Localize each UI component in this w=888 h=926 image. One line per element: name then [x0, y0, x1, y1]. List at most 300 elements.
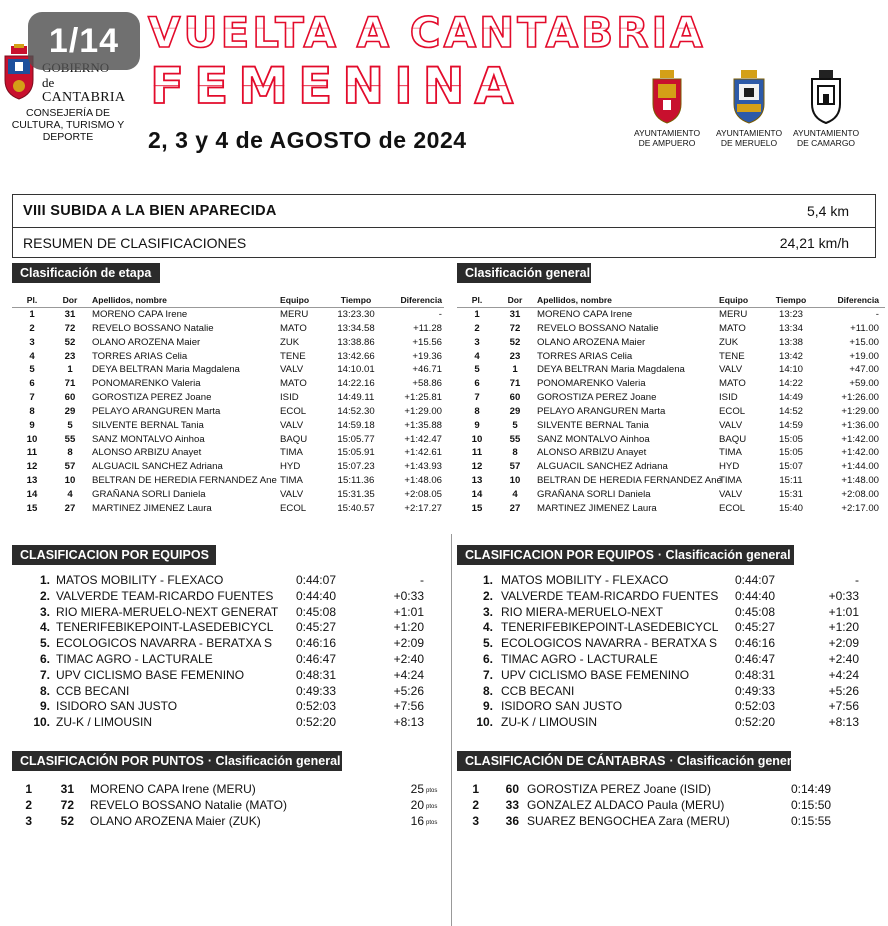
team-pos: 4. — [39, 620, 50, 635]
team-gap: +5:26 — [393, 683, 424, 698]
cell-diff: +1:48.06 — [404, 475, 442, 487]
team-gap: +8:13 — [393, 715, 424, 730]
cell-team: ISID — [280, 392, 299, 404]
cell-dor: 27 — [509, 502, 521, 514]
cell-name: OLANO AROZENA Maier — [537, 336, 646, 348]
team-pos: 10. — [33, 715, 50, 730]
team-time: 0:44:07 — [295, 573, 336, 587]
column-divider — [451, 534, 452, 926]
team-time: 0:45:08 — [734, 604, 775, 619]
cell-time: 15:31.35 — [337, 488, 375, 500]
cell-pl: 3 — [474, 336, 480, 348]
race-distance: 5,4 km — [806, 203, 849, 219]
cell-diff: +58.86 — [412, 378, 442, 390]
cell-team: TIMA — [719, 475, 742, 487]
team-time: 0:44:07 — [734, 573, 775, 587]
cell-name: PONOMARENKO Valeria — [92, 378, 201, 390]
cell-time: 14:59 — [778, 419, 803, 431]
cell-time: 15:07.23 — [337, 461, 375, 473]
cell-team: MATO — [719, 378, 746, 390]
cell-team: VALV — [280, 364, 304, 376]
team-gap: - — [855, 573, 859, 587]
cell-time: 15:11.36 — [337, 475, 375, 487]
column-header-team: Equipo — [719, 295, 749, 305]
team-name: ZU-K / LIMOUSIN — [501, 715, 598, 730]
cell-name: ALONSO ARBIZU Anayet — [537, 447, 647, 459]
team-time: 0:49:33 — [734, 683, 775, 698]
team-name: TIMAC AGRO - LACTURALE — [56, 651, 213, 666]
cell-time: 13:42.66 — [337, 350, 375, 362]
teams-general-title: CLASIFICACION POR EQUIPOS — [465, 548, 654, 562]
team-name: ECOLOGICOS NAVARRA - BERATXA S — [56, 636, 273, 651]
points-value: 25 — [410, 782, 424, 796]
cantabras-header — [457, 751, 803, 771]
cell-dor: 5 — [512, 419, 518, 431]
cell-name: SILVENTE BERNAL Tania — [92, 419, 204, 431]
cell-team: VALV — [280, 419, 304, 431]
cell-team: MERU — [719, 309, 748, 320]
list-item — [457, 699, 887, 715]
cell-team: MATO — [280, 322, 307, 334]
table-row — [457, 460, 885, 474]
column-header-name: Apellidos, nombre — [537, 295, 612, 305]
list-item — [12, 668, 442, 684]
cell-diff: +1:29.00 — [841, 405, 879, 417]
cell-team: MATO — [280, 378, 307, 390]
team-pos: 1. — [482, 573, 493, 587]
cell-team: TIMA — [719, 447, 742, 459]
team-time: 0:44:40 — [734, 588, 775, 603]
table-row — [457, 322, 885, 336]
cell-name: TORRES ARIAS Celia — [92, 350, 188, 362]
cell-team: VALV — [719, 364, 743, 376]
cell-name: TORRES ARIAS Celia — [537, 350, 633, 362]
cantabras-name: SUAREZ BENGOCHEA Zara (MERU) — [527, 814, 730, 829]
table-row — [457, 405, 885, 419]
table-row — [12, 322, 444, 336]
cell-pl: 5 — [29, 364, 35, 376]
cantabras-title: CLASIFICACIÓN DE CÁNTABRAS — [465, 754, 666, 768]
cell-pl: 15 — [26, 502, 38, 514]
points-dor: 52 — [60, 814, 74, 829]
team-name: TIMAC AGRO - LACTURALE — [501, 651, 658, 666]
cell-time: 14:49.11 — [337, 392, 375, 404]
cell-time: 15:11 — [779, 475, 803, 487]
table-row — [457, 446, 885, 460]
ayuntamiento-ampuero — [626, 70, 708, 148]
page-counter-badge: 1/14 — [28, 12, 140, 70]
table-row — [12, 502, 444, 516]
cell-team: TIMA — [280, 475, 303, 487]
cell-diff: - — [875, 309, 879, 320]
cell-dor: 55 — [64, 433, 76, 445]
table-row — [12, 474, 444, 488]
team-pos: 6. — [39, 651, 50, 666]
ayuntamiento-meruelo — [708, 70, 790, 148]
cell-dor: 1 — [512, 364, 518, 376]
cell-name: DEYA BELTRAN Maria Magdalena — [537, 364, 685, 376]
cell-name: BELTRAN DE HEREDIA FERNANDEZ Ane — [537, 475, 722, 487]
cell-team: ZUK — [719, 336, 739, 348]
team-pos: 7. — [482, 667, 493, 682]
cell-time: 15:05 — [778, 447, 803, 459]
cell-diff: +11.00 — [850, 322, 879, 334]
team-name: VALVERDE TEAM-RICARDO FUENTES — [56, 588, 274, 603]
cantabras-dor: 60 — [505, 782, 519, 796]
cell-name: GRAÑANA SORLI Daniela — [537, 488, 651, 500]
cell-team: TENE — [280, 350, 306, 362]
event-dates: 2, 3 y 4 de AGOSTO de 2024 — [148, 127, 467, 153]
cell-time: 13:34 — [778, 322, 803, 334]
average-speed: 24,21 km/h — [779, 234, 849, 251]
list-item — [457, 589, 887, 605]
cell-pl: 4 — [29, 350, 35, 362]
column-header-dor: Dor — [62, 295, 78, 305]
ampuero-coat-of-arms-icon — [651, 70, 683, 124]
cell-team: BAQU — [280, 433, 308, 445]
cell-pl: 8 — [474, 405, 480, 417]
team-time: 0:52:20 — [734, 715, 775, 730]
cell-team: TENE — [719, 350, 745, 362]
cell-pl: 6 — [474, 378, 480, 390]
cell-name: REVELO BOSSANO Natalie — [92, 322, 214, 334]
team-time: 0:46:16 — [734, 636, 775, 651]
table-row — [457, 502, 885, 516]
cell-pl: 11 — [26, 447, 38, 459]
race-title-box — [12, 194, 876, 228]
team-pos: 7. — [39, 667, 50, 682]
cell-time: 14:22.16 — [337, 378, 375, 390]
team-name: ZU-K / LIMOUSIN — [56, 715, 153, 730]
cell-team: ECOL — [280, 502, 307, 514]
race-name: VIII SUBIDA A LA BIEN APARECIDA — [23, 203, 277, 219]
points-header — [12, 751, 342, 771]
cell-team: ECOL — [719, 405, 746, 417]
list-item — [20, 813, 440, 829]
cell-pl: 7 — [474, 392, 480, 404]
cell-diff: +2:08.05 — [404, 488, 442, 500]
cell-diff: +59.00 — [849, 378, 879, 390]
team-time: 0:49:33 — [295, 683, 336, 698]
cell-diff: +1:42.00 — [841, 433, 879, 445]
table-row — [12, 488, 444, 502]
cell-time: 15:05.77 — [337, 433, 375, 445]
stage-classification-table — [12, 292, 444, 516]
team-time: 0:45:27 — [734, 620, 775, 635]
list-item — [465, 797, 865, 813]
cell-name: SANZ MONTALVO Ainhoa — [92, 433, 205, 445]
points-unit: ptos — [426, 788, 438, 794]
cell-team: BAQU — [719, 433, 747, 445]
cantabras-time: 0:14:49 — [791, 782, 832, 796]
cell-diff: +1:42.61 — [404, 447, 442, 459]
team-pos: 8. — [39, 683, 50, 698]
points-dor: 72 — [60, 798, 74, 813]
team-time: 0:52:03 — [295, 699, 336, 714]
cantabras-subtitle: · Clasificación general — [669, 754, 803, 768]
list-item — [12, 589, 442, 605]
cell-dor: 52 — [64, 336, 76, 348]
cell-dor: 60 — [509, 392, 521, 404]
list-item — [12, 636, 442, 652]
table-row — [457, 419, 885, 433]
cell-pl: 1 — [29, 309, 35, 320]
list-item — [457, 620, 887, 636]
cell-dor: 71 — [64, 378, 76, 390]
team-pos: 3. — [482, 604, 493, 619]
team-gap: +2:09 — [828, 636, 859, 651]
team-gap: +1:01 — [393, 604, 424, 619]
teams-general-list — [457, 573, 887, 731]
cell-dor: 10 — [64, 475, 76, 487]
cell-time: 15:40.57 — [337, 502, 375, 514]
cantabras-name: GOROSTIZA PEREZ Joane (ISID) — [527, 782, 712, 796]
list-item — [457, 605, 887, 621]
points-unit: ptos — [426, 804, 438, 811]
table-row — [457, 336, 885, 350]
team-gap: +4:24 — [393, 667, 424, 682]
table-row — [12, 446, 444, 460]
table-row — [12, 433, 444, 447]
cell-name: GOROSTIZA PEREZ Joane — [92, 392, 212, 404]
list-item — [12, 620, 442, 636]
cell-pl: 2 — [29, 322, 35, 334]
teams-stage-title: CLASIFICACION POR EQUIPOS — [20, 548, 209, 562]
cell-diff: +1:44.00 — [841, 461, 879, 473]
cell-name: GOROSTIZA PEREZ Joane — [537, 392, 657, 404]
cell-team: VALV — [719, 488, 743, 500]
cell-name: MORENO CAPA Irene — [537, 309, 633, 320]
column-header-diff: Diferencia — [400, 295, 442, 305]
cell-time: 14:52.30 — [337, 405, 375, 417]
cantabras-pos: 1 — [472, 782, 479, 796]
team-pos: 1. — [39, 573, 50, 587]
cell-diff: +19.00 — [849, 350, 879, 362]
list-item — [457, 652, 887, 668]
cell-time: 13:38 — [778, 336, 803, 348]
list-item — [457, 668, 887, 684]
table-row — [457, 391, 885, 405]
cell-dor: 57 — [64, 461, 76, 473]
table-row — [457, 350, 885, 364]
cell-dor: 23 — [64, 350, 76, 362]
cantabras-time: 0:15:50 — [791, 798, 832, 813]
consejeria-label: CONSEJERÍA DE CULTURA, TURISMO Y DEPORTE — [11, 107, 125, 143]
cell-time: 13:23 — [778, 309, 803, 320]
table-row — [12, 377, 444, 391]
gobierno-line3: CANTABRIA — [42, 90, 126, 105]
meruelo-coat-of-arms-icon — [731, 70, 767, 124]
column-header-diff: Diferencia — [837, 295, 879, 305]
column-header-pl: Pl. — [26, 295, 38, 305]
table-row — [12, 350, 444, 364]
cell-dor: 8 — [512, 447, 518, 459]
teams-general-subtitle: · Clasificación general — [657, 548, 791, 562]
column-header-time: Tiempo — [775, 295, 807, 305]
table-row — [12, 419, 444, 433]
cell-team: ZUK — [280, 336, 300, 348]
cell-dor: 8 — [67, 447, 73, 459]
cell-name: MARTINEZ JIMENEZ Laura — [537, 502, 657, 514]
list-item — [465, 813, 865, 829]
team-name: RIO MIERA-MERUELO-NEXT GENERAT — [56, 604, 279, 619]
ampuero-line2: DE AMPUERO — [638, 138, 696, 148]
team-gap: +1:01 — [828, 604, 859, 619]
cell-pl: 14 — [26, 488, 38, 500]
team-name: MATOS MOBILITY - FLEXACO — [56, 573, 224, 587]
team-time: 0:46:47 — [295, 651, 336, 666]
team-time: 0:44:40 — [295, 588, 336, 603]
cantabras-list — [465, 781, 865, 830]
cell-time: 14:59.18 — [337, 419, 375, 431]
table-row — [12, 391, 444, 405]
cell-dor: 72 — [64, 322, 76, 334]
cell-time: 13:23.30 — [337, 309, 375, 320]
cell-diff: +1:42.47 — [404, 433, 442, 445]
cell-team: ECOL — [719, 502, 746, 514]
cell-diff: +15.00 — [849, 336, 879, 348]
summary-box — [12, 228, 876, 258]
cell-name: PONOMARENKO Valeria — [537, 378, 646, 390]
list-item — [12, 573, 442, 589]
cantabras-time: 0:15:55 — [791, 814, 832, 829]
cell-time: 14:49 — [778, 392, 803, 404]
table-row — [12, 308, 444, 322]
team-name: VALVERDE TEAM-RICARDO FUENTES — [501, 588, 719, 603]
general-classification-table — [457, 292, 885, 516]
team-gap: +7:56 — [393, 699, 424, 714]
team-time: 0:46:16 — [295, 636, 336, 651]
cell-team: ISID — [719, 392, 738, 404]
team-time: 0:45:08 — [295, 604, 336, 619]
team-gap: +2:40 — [393, 651, 424, 666]
cell-name: ALGUACIL SANCHEZ Adriana — [537, 461, 668, 473]
cell-diff: +1:35.88 — [404, 419, 442, 431]
cell-dor: 1 — [67, 364, 73, 376]
cell-diff: +1:42.00 — [841, 447, 879, 459]
camargo-line1: AYUNTAMIENTO — [792, 128, 860, 138]
cantabras-pos: 3 — [472, 814, 479, 829]
cell-name: ALONSO ARBIZU Anayet — [92, 447, 202, 459]
stage-classification-header — [12, 263, 160, 283]
cell-pl: 14 — [471, 488, 483, 500]
list-item — [457, 715, 887, 731]
cell-name: PELAYO ARANGUREN Marta — [537, 405, 666, 417]
list-item — [12, 652, 442, 668]
cell-diff: +11.28 — [413, 322, 442, 334]
cell-dor: 23 — [509, 350, 521, 362]
table-row — [457, 377, 885, 391]
team-name: RIO MIERA-MERUELO-NEXT — [501, 604, 664, 619]
team-gap: - — [420, 573, 424, 587]
points-pos: 2 — [25, 798, 32, 813]
cell-pl: 9 — [474, 419, 480, 431]
cell-name: PELAYO ARANGUREN Marta — [92, 405, 221, 417]
list-item — [457, 684, 887, 700]
cell-time: 15:05 — [778, 433, 803, 445]
cell-name: MORENO CAPA Irene — [92, 309, 188, 320]
team-gap: +0:33 — [828, 588, 859, 603]
ayuntamiento-camargo — [785, 70, 867, 148]
cantabras-dor: 36 — [505, 814, 519, 829]
cell-team: ECOL — [280, 405, 307, 417]
points-value: 20 — [410, 798, 424, 813]
cell-team: HYD — [719, 461, 740, 473]
list-item — [12, 605, 442, 621]
cell-time: 14:22 — [778, 378, 803, 390]
points-dor: 31 — [60, 782, 74, 796]
column-header-time: Tiempo — [340, 295, 372, 305]
cell-name: SILVENTE BERNAL Tania — [537, 419, 649, 431]
cell-diff: +19.36 — [412, 350, 442, 362]
team-time: 0:52:20 — [295, 715, 336, 730]
cell-team: TIMA — [280, 447, 303, 459]
list-item — [20, 797, 440, 813]
cell-diff: +2:17.00 — [841, 502, 879, 514]
team-time: 0:52:03 — [734, 699, 775, 714]
camargo-coat-of-arms-icon — [808, 70, 844, 124]
table-row — [12, 363, 444, 377]
team-pos: 3. — [39, 604, 50, 619]
table-row — [457, 308, 885, 322]
gobierno-line2: de — [42, 75, 55, 90]
cell-dor: 60 — [64, 392, 76, 404]
cell-dor: 4 — [512, 488, 518, 500]
cell-time: 14:10.01 — [337, 364, 375, 376]
camargo-line2: DE CAMARGO — [796, 138, 856, 148]
cell-diff: - — [438, 309, 442, 320]
team-time: 0:46:47 — [734, 651, 775, 666]
team-pos: 4. — [482, 620, 493, 635]
list-item — [20, 781, 440, 797]
points-unit: ptos — [426, 820, 438, 827]
table-row — [457, 363, 885, 377]
points-pos: 1 — [25, 782, 32, 796]
points-name: MORENO CAPA Irene (MERU) — [90, 782, 256, 796]
cell-name: MARTINEZ JIMENEZ Laura — [92, 502, 212, 514]
points-value: 16 — [410, 814, 424, 829]
cell-dor: 71 — [509, 378, 521, 390]
team-gap: +2:40 — [828, 651, 859, 666]
meruelo-line2: DE MERUELO — [720, 138, 778, 148]
list-item — [12, 699, 442, 715]
team-time: 0:48:31 — [734, 667, 775, 682]
team-name: TENERIFEBIKEPOINT-LASEDEBICYCL — [56, 620, 274, 635]
team-pos: 6. — [482, 651, 493, 666]
cell-team: VALV — [280, 488, 304, 500]
cell-pl: 3 — [29, 336, 35, 348]
team-name: ISIDORO SAN JUSTO — [56, 699, 178, 714]
team-pos: 2. — [39, 588, 50, 603]
cell-time: 15:31 — [778, 488, 803, 500]
cell-dor: 55 — [509, 433, 521, 445]
cell-pl: 4 — [474, 350, 480, 362]
cell-diff: +1:36.00 — [841, 419, 879, 431]
table-row — [457, 474, 885, 488]
team-gap: +2:09 — [393, 636, 424, 651]
cell-pl: 12 — [26, 461, 38, 473]
cell-time: 15:05.91 — [337, 447, 375, 459]
team-pos: 5. — [39, 636, 50, 651]
points-list — [20, 781, 440, 830]
team-gap: +5:26 — [828, 683, 859, 698]
cell-time: 13:38.86 — [337, 336, 375, 348]
cell-pl: 15 — [471, 502, 483, 514]
team-name: UPV CICLISMO BASE FEMENINO — [56, 667, 245, 682]
cell-name: BELTRAN DE HEREDIA FERNANDEZ Ane — [92, 475, 277, 487]
event-title-line1: VUELTA A CANTABRIA — [148, 8, 706, 57]
cell-name: OLANO AROZENA Maier — [92, 336, 201, 348]
